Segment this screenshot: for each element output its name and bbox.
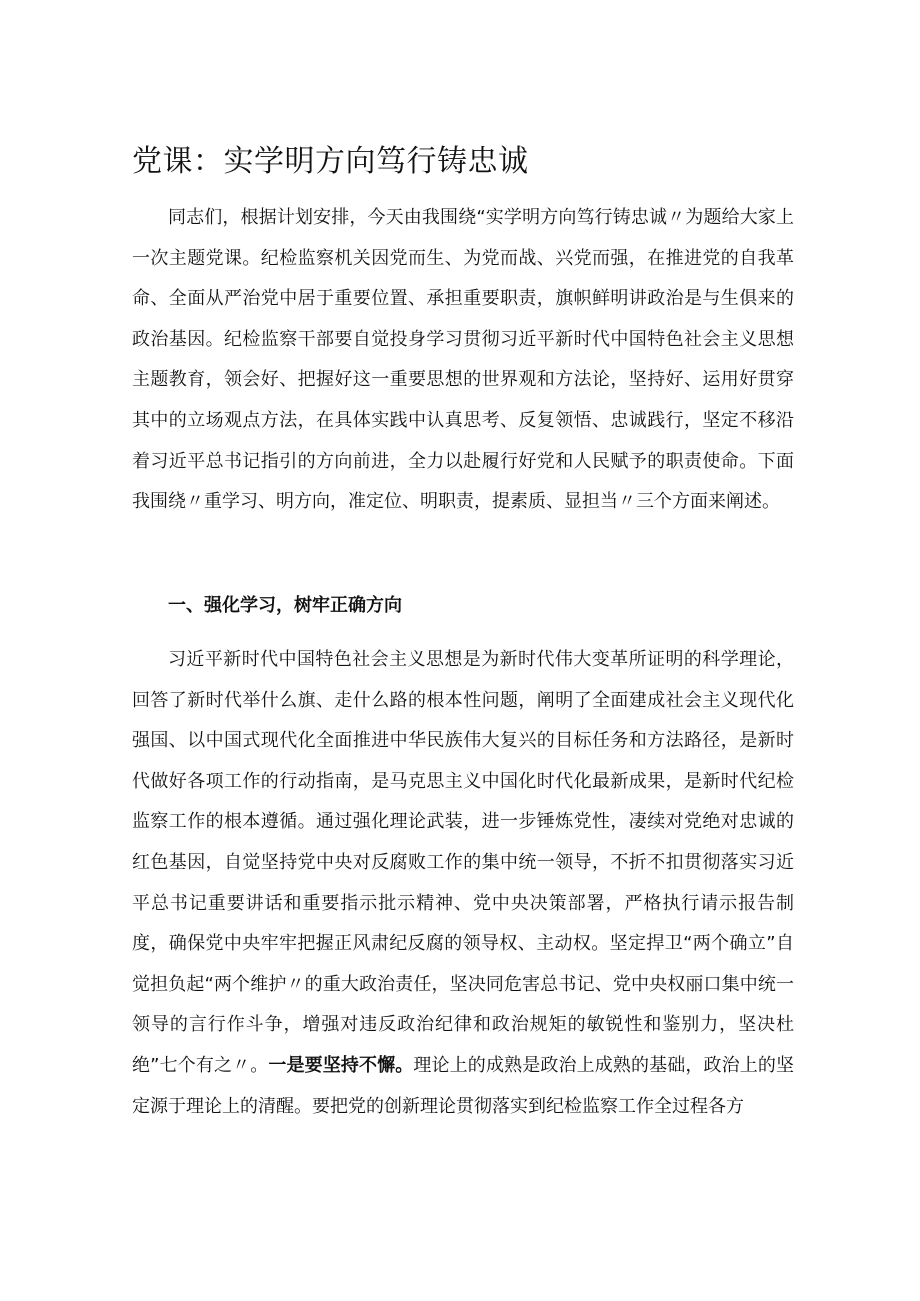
section-1-emphasis: 一是要坚持不懈。 [268, 1054, 414, 1076]
section-1-text-part2: 理论上的成熟是政治上成熟的基础，政治上的坚定源于理论上的清醒。要把党的创新理论贯彻落实到纪检监察工作全过程各方 [132, 1054, 795, 1117]
section-1-paragraph [132, 640, 794, 1127]
document-title: 党课：实学明方向笃行铸忠诚 [132, 144, 529, 179]
section-1-text-part1: 习近平新时代中国特色社会主义思想是为新时代伟大变革所证明的科学理论，回答了新时代举什么旗、走什么路的根本性问题，阐明了全面建成社会主义现代化强国、以中国式现代化全面推进中华民族伟大复兴的目标任务和方法路径，是新时代做好各项工作的行动指南，是马克思主义中国化时代化最新成果，是新时代纪检监察工作的根本遵循。通过强化理论武装，进一步锤炼党性，凄续对党绝对忠诚的红色基因，自觉坚持党中央对反腐败工作的集中统一领导，不折不扣贯彻落实习近平总书记重要讲话和重要指示批示精神、党中央决策部署，严格执行请示报告制度，确保党中央牢牢把握正风肃纪反腐的领导权、主动权。坚定捍卫“两个确立”自觉担负起“两个维护〃的重大政治责任，坚决同危害总书记、党中央权丽口集中统一领导的言行作斗争，增强对违反政治纪律和政治规矩的敏锐性和鉴别力，坚决杜绝”七个有之〃。 [132, 649, 794, 1076]
intro-paragraph: 同志们，根据计划安排，今天由我围绕“实学明方向笃行铸忠诚〃为题给大家上一次主题党课。纪检监察机关因党而生、为党而战、兴党而强，在推进党的自我革命、全面从严治党中居于重要位置、承担重要职责，旗帜鲜明讲政治是与生俱来的政治基因。纪检监察干部要自觉投身学习贯彻习近平新时代中国特色社会主义思想主题教育，领会好、把握好这一重要思想的世界观和方法论，坚持好、运用好贯穿其中的立场观点方法，在具体实践中认真思考、反复领悟、忠诚践行，坚定不移沿着习近平总书记指引的方向前进，全力以赴履行好党和人民赋予的职责使命。下面我围绕〃重学习、明方向，准定位、明职责，提素质、显担当〃三个方面来阐述。 [132, 207, 794, 513]
section-1-heading: 一、强化学习，树牢正确方向 [168, 595, 402, 616]
